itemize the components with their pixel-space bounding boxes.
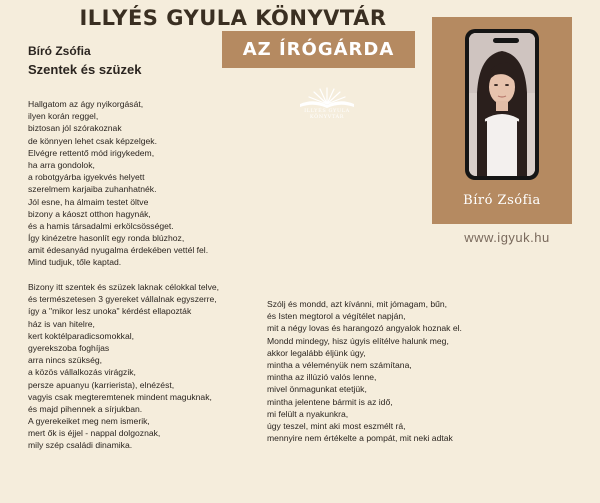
poem-line: A gyerekeiket meg nem ismerik, (28, 416, 150, 427)
poem-line: Szólj és mondd, azt kívánni, mit jómagam, bűn, (267, 299, 448, 309)
poem-line: mit a négy lovas és harangozó angyalok hoznak el. (267, 323, 462, 334)
poem-line: és Isten megtorol a végítélet napján, (267, 311, 406, 322)
poem-line: mi felült a nyakunkra, (267, 408, 349, 419)
poem-line: kert koktélparadicsomokkal, (28, 330, 135, 341)
photo-caption: Bíró Zsófia (463, 193, 541, 208)
logo-text-line-2: KÖNYVTÁR (309, 114, 345, 120)
poem-line: Jól esne, ha álmaim testet öltve (28, 196, 149, 207)
poem-line: úgy teszel, mint aki most eszmélt rá, (267, 420, 406, 431)
poem-line: Mind tudjuk, tőle kaptad. (28, 257, 122, 268)
poem-line: persze apuanyu (karrierista), elnézést, (28, 379, 175, 390)
poem-line: vagyis csak megteremtenek mindent maguknak, (28, 391, 212, 402)
poem-line: ha arra gondolok, (28, 159, 95, 170)
poem-line: Hallgatom az ágy nyikorgását, (28, 99, 144, 109)
poem-line: és a hamis társadalmi erkölcsösséget. (28, 220, 174, 231)
poem-stanza-1 (28, 98, 208, 269)
poem-line: így a "mikor lesz unoka" kérdést ellapozták (28, 306, 192, 317)
series-banner-text: AZ ÍRÓGÁRDA (242, 39, 395, 60)
poem-line: Így kinézetre hasonlít egy ronda blúzhoz, (28, 233, 185, 244)
website-url: www.igyuk.hu (464, 230, 550, 245)
poem-line: mennyire nem értékelte a pompát, mit neki adtak (267, 433, 453, 444)
poem-stanza-2 (28, 281, 219, 452)
poem-line: mintha a véleményük nem számítana, (267, 359, 412, 370)
poem-stanza-3 (267, 298, 462, 444)
poem-line: és majd pihennek a sírjukban. (28, 403, 143, 414)
phone-notch (493, 38, 519, 43)
poem-line: biztosan jól szórakoznak (28, 123, 122, 134)
series-banner (222, 31, 415, 68)
library-title: ILLYÉS GYULA KÖNYVTÁR (79, 6, 387, 30)
author-name: Bíró Zsófia (28, 44, 91, 58)
poem-line: Mondd mindegy, hisz úgyis elítélve halunk meg, (267, 335, 449, 346)
poem-line: akkor legalább éljünk úgy, (267, 347, 366, 358)
poem-line: bizony a káoszt otthon hagynák, (28, 208, 151, 219)
phone-frame (465, 29, 539, 180)
poem-line: a közös vállalkozás virágzik, (28, 367, 136, 378)
poem-line: gyerekszoba foghíjas (28, 342, 110, 353)
poem-title: Szentek és szüzek (28, 62, 142, 77)
poem-line: ilyen korán reggel, (28, 111, 99, 122)
poem-line: szerelmem karjaiba zuhanhatnék. (28, 184, 157, 195)
poem-line: ház is van hitelre, (28, 318, 95, 329)
poem-line: mivel önmagunkat etetjük, (267, 384, 367, 395)
poem-line: és természetesen 3 gyereket vállalnak egyszerre, (28, 294, 217, 305)
poem-line: mintha az illúzió valós lenne, (267, 372, 377, 383)
poem-line: a robotgyárba igyekvés helyett (28, 172, 145, 183)
logo-text (284, 108, 370, 120)
author-photo (469, 33, 535, 176)
poem-line: amit édesanyád nyugalma érdekében vettél fel. (28, 245, 209, 256)
poem-line: mert ők is éjjel - nappal dolgoznak, (28, 428, 161, 439)
poem-line: arra nincs szükség, (28, 355, 103, 366)
poem-line: Bizony itt szentek és szüzek laknak célokkal telve, (28, 282, 220, 292)
logo-text-line-1: ILLYÉS GYULA (304, 108, 350, 114)
poem-line: Elvégre rettentő mód irigykedem, (28, 147, 155, 158)
poem-line: mintha jelentene bármit is az idő, (267, 396, 393, 407)
poem-line: de könnyen lehet csak képzelgek. (28, 135, 157, 146)
poem-line: mily szép családi dinamika. (28, 440, 133, 451)
